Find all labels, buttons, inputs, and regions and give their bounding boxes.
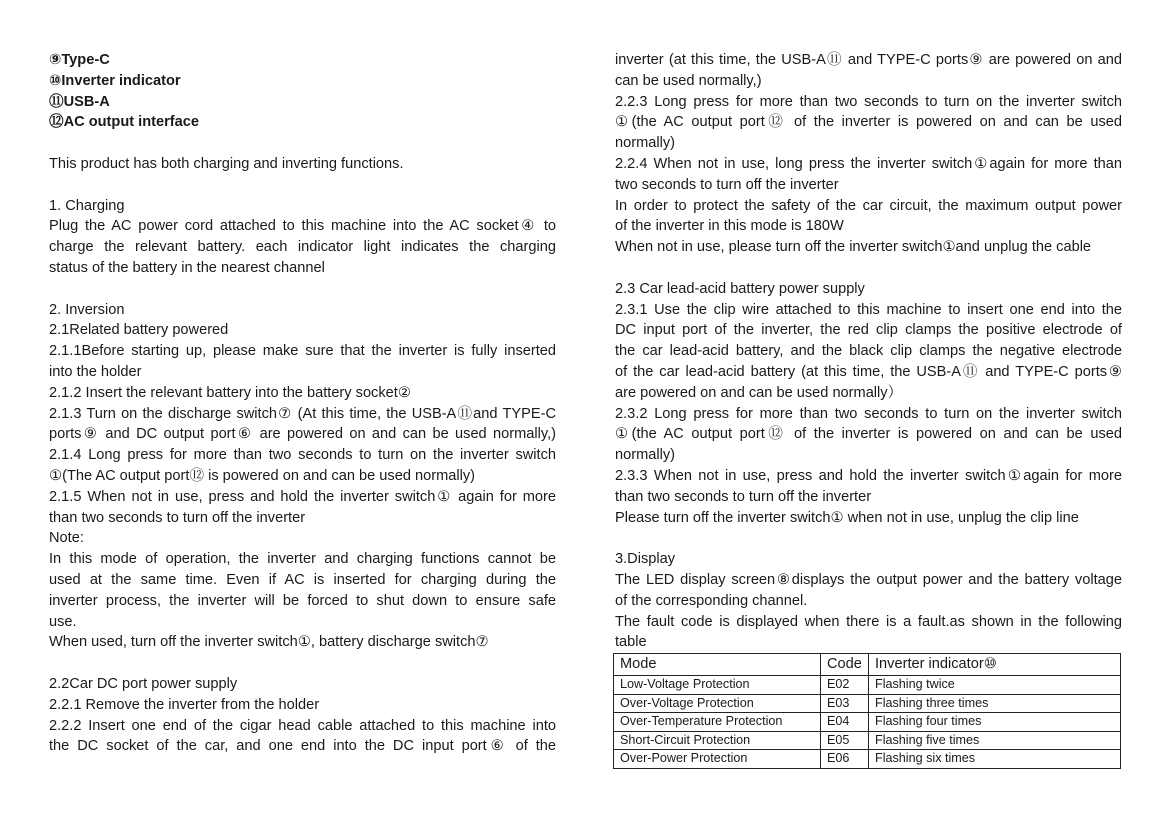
inversion-line: 2.1.5 When not in use, press and hold the inverter switch① again for more	[49, 488, 556, 505]
lead-acid-heading: 2.3 Car lead-acid battery power supply	[615, 280, 865, 297]
mode-cell: Over-Power Protection	[614, 750, 821, 769]
table-row	[614, 694, 1121, 713]
lead-acid-line: the car lead-acid battery, and the black clip clamps the negative electrode	[615, 343, 1122, 360]
continued-line: inverter (at this time, the USB-A⑪ and TYPE-C ports⑨ are powered on and	[615, 52, 1122, 68]
code-cell: E04	[821, 713, 869, 732]
charging-line: status of the battery in the nearest channel	[49, 259, 325, 276]
right-column	[615, 50, 1122, 769]
lead-acid-line: than two seconds to turn off the inverter	[615, 488, 872, 505]
charging-line: Plug the AC power cord attached to this machine into the AC socket④ to	[49, 218, 556, 235]
continued-line: two seconds to turn off the inverter	[615, 176, 839, 193]
lead-acid-line: DC input port of the inverter, the red clip clamps the positive electrode of	[615, 322, 1122, 339]
header-indicator: Inverter indicator⑩	[869, 654, 1121, 676]
charging-line: charge the relevant battery. each indicator light indicates the charging	[49, 239, 556, 256]
code-cell: E02	[821, 676, 869, 695]
inversion-line: ports⑨ and DC output port⑥ are powered on and can be used normally,)	[49, 426, 556, 443]
inversion-line: than two seconds to turn off the inverter	[49, 509, 306, 526]
car-dc-line: 2.2.2 Insert one end of the cigar head cable attached to this machine into	[49, 717, 556, 734]
indicator-cell: Flashing four times	[869, 713, 1121, 732]
legend-usb-a: ⑪USB-A	[49, 93, 110, 110]
code-cell: E03	[821, 694, 869, 713]
left-column	[49, 50, 556, 757]
continued-line: When not in use, please turn off the inverter switch①and unplug the cable	[615, 239, 1092, 256]
legend-type-c: ⑨Type-C	[49, 52, 110, 68]
table-row	[614, 750, 1121, 769]
lead-acid-line: ①(the AC output port⑫ of the inverter is powered on and can be used	[615, 426, 1122, 443]
lead-acid-line: Please turn off the inverter switch① when not in use, unplug the clip line	[615, 509, 1079, 526]
lead-acid-line: 2.3.1 Use the clip wire attached to this machine to insert one end into the	[615, 301, 1122, 318]
intro-text: This product has both charging and inverting functions.	[49, 155, 404, 172]
inversion-heading: 2. Inversion	[49, 301, 125, 318]
inversion-line: into the holder	[49, 363, 142, 380]
lead-acid-line: 2.3.3 When not in use, press and hold the inverter switch①again for more	[615, 467, 1122, 484]
continued-line: ①(the AC output port⑫ of the inverter is powered on and can be used	[615, 114, 1122, 131]
continued-line: 2.2.4 When not in use, long press the inverter switch①again for more than	[615, 155, 1122, 172]
table-row	[614, 731, 1121, 750]
inversion-line: ①(The AC output port⑫ is powered on and can be used normally)	[49, 467, 475, 484]
continued-line: In order to protect the safety of the car circuit, the maximum output power	[615, 197, 1122, 214]
indicator-cell: Flashing six times	[869, 750, 1121, 769]
continued-line: 2.2.3 Long press for more than two seconds to turn on the inverter switch	[615, 93, 1122, 110]
car-dc-line: 2.2.1 Remove the inverter from the holder	[49, 696, 320, 713]
indicator-cell: Flashing five times	[869, 731, 1121, 750]
mode-cell: Short-Circuit Protection	[614, 731, 821, 750]
inversion-line: 2.1.2 Insert the relevant battery into the battery socket②	[49, 384, 411, 401]
mode-cell: Low-Voltage Protection	[614, 676, 821, 695]
display-line: The fault code is displayed when there is a fault.as shown in the following	[615, 613, 1122, 630]
charging-heading: 1. Charging	[49, 197, 125, 214]
note-line: used at the same time. Even if AC is inserted for charging during the	[49, 571, 556, 588]
car-dc-line: the DC socket of the car, and one end into the DC input port⑥ of the	[49, 738, 556, 755]
inversion-line: 2.1.4 Long press for more than two seconds to turn on the inverter switch	[49, 447, 556, 464]
table-header-row	[614, 654, 1121, 676]
note-line: use.	[49, 613, 77, 630]
legend-inverter-indicator: ⑩Inverter indicator	[49, 72, 181, 89]
continued-line: normally)	[615, 135, 676, 152]
note-label: Note:	[49, 530, 84, 547]
note-line: In this mode of operation, the inverter and charging functions cannot be	[49, 551, 556, 568]
display-line: The LED display screen⑧displays the output power and the battery voltage	[615, 571, 1122, 588]
lead-acid-line: are powered on and can be used normally）	[615, 384, 903, 401]
table-row	[614, 676, 1121, 695]
indicator-cell: Flashing twice	[869, 676, 1121, 695]
header-mode: Mode	[614, 654, 821, 676]
lead-acid-line: of the car lead-acid battery (at this time, the USB-A⑪ and TYPE-C ports⑨	[615, 363, 1122, 380]
code-cell: E06	[821, 750, 869, 769]
inversion-line: 2.1.3 Turn on the discharge switch⑦ (At this time, the USB-A⑪and TYPE-C	[49, 405, 556, 422]
display-line: table	[615, 634, 647, 651]
mode-cell: Over-Voltage Protection	[614, 694, 821, 713]
inversion-line: 2.1Related battery powered	[49, 322, 229, 339]
continued-line: can be used normally,)	[615, 72, 762, 89]
display-heading: 3.Display	[615, 551, 676, 568]
note-line: When used, turn off the inverter switch①, battery discharge switch⑦	[49, 634, 489, 651]
mode-cell: Over-Temperature Protection	[614, 713, 821, 732]
legend-ac-output: ⑫AC output interface	[49, 114, 199, 131]
car-dc-heading: 2.2Car DC port power supply	[49, 675, 238, 692]
note-line: inverter process, the inverter will be forced to shut down to ensure safe	[49, 592, 556, 609]
inversion-line: 2.1.1Before starting up, please make sure that the inverter is fully inserted	[49, 343, 556, 360]
code-cell: E05	[821, 731, 869, 750]
lead-acid-line: 2.3.2 Long press for more than two seconds to turn on the inverter switch	[615, 405, 1122, 422]
table-row	[614, 713, 1121, 732]
header-code: Code	[821, 654, 869, 676]
fault-code-table	[613, 653, 1121, 769]
display-line: of the corresponding channel.	[615, 592, 808, 609]
continued-line: of the inverter in this mode is 180W	[615, 218, 844, 235]
lead-acid-line: normally)	[615, 447, 676, 464]
indicator-cell: Flashing three times	[869, 694, 1121, 713]
